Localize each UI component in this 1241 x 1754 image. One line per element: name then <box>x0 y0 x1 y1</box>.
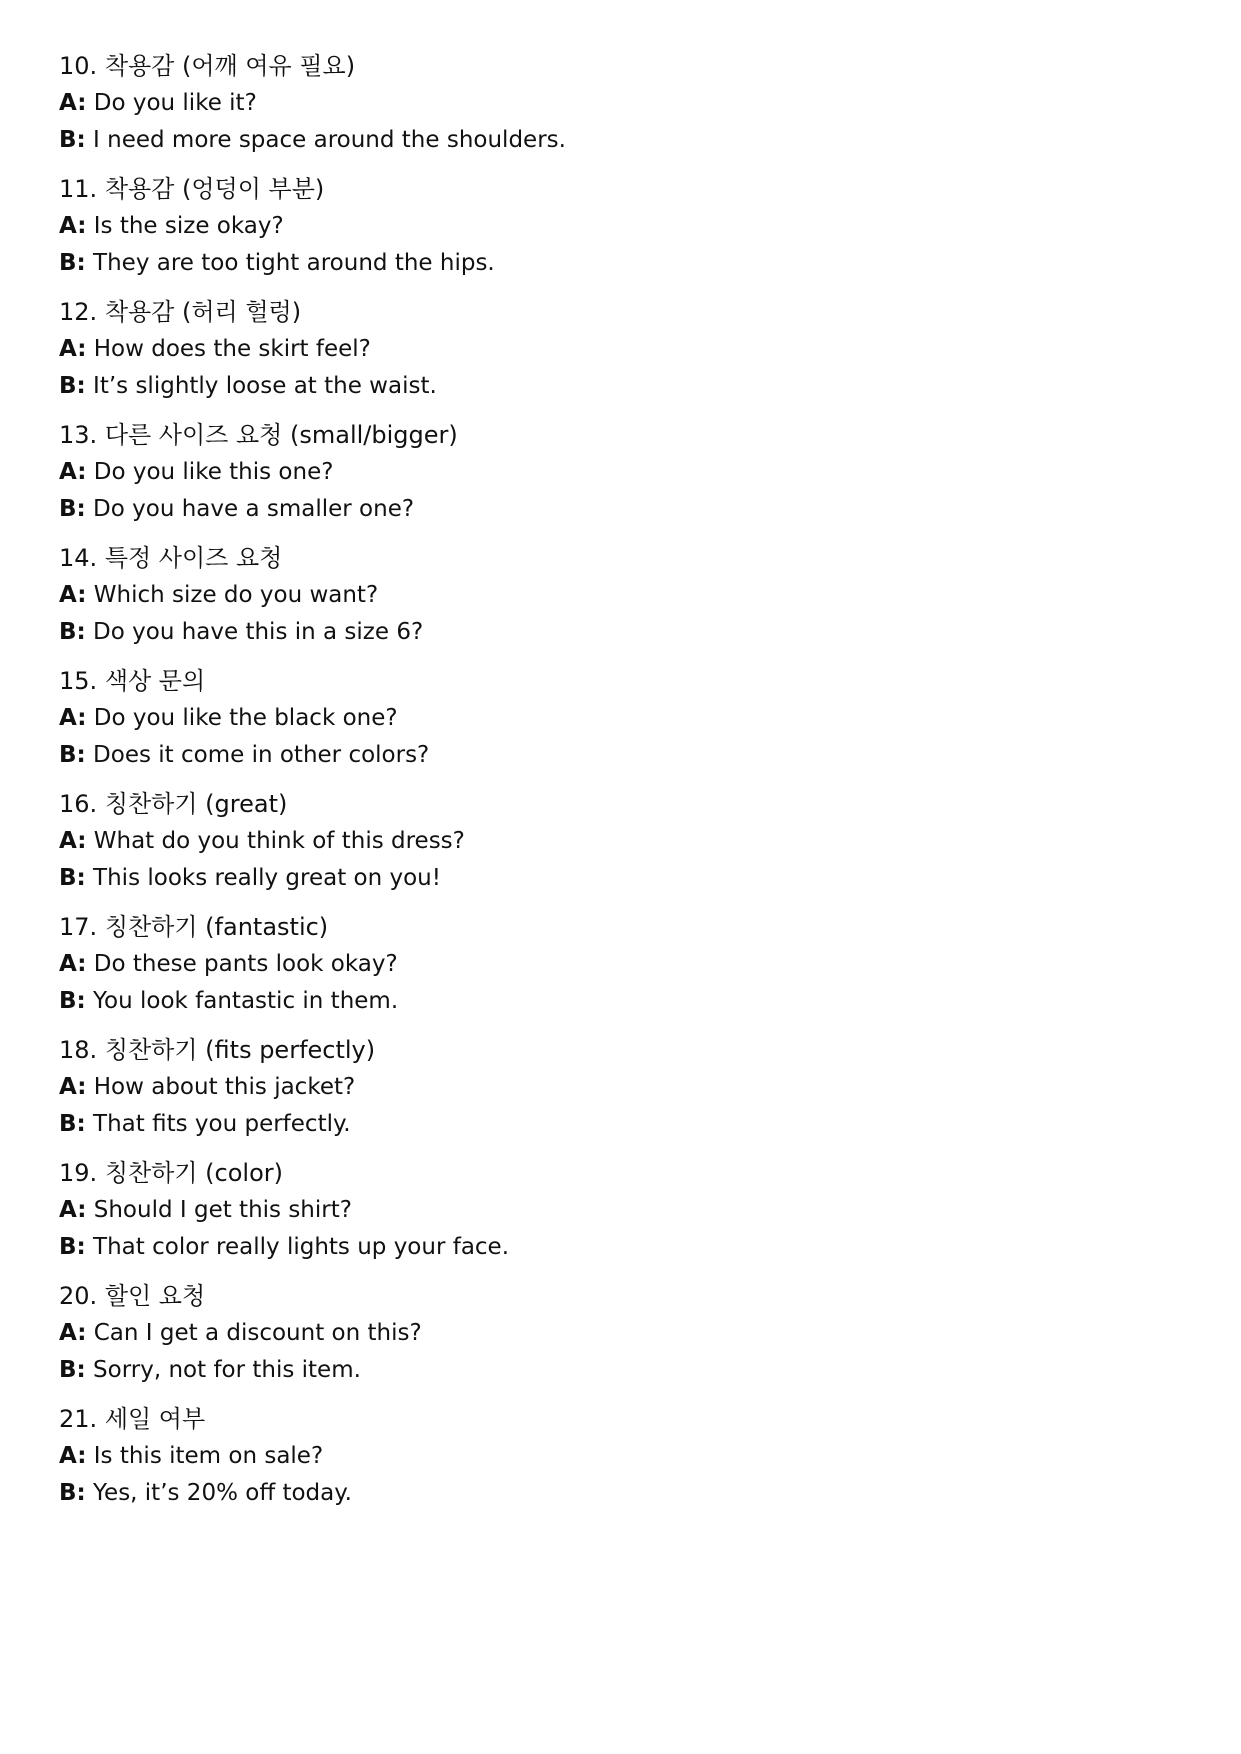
speaker-a-line <box>59 212 1179 240</box>
speaker-a-line <box>59 950 1179 978</box>
entry-number: 10. <box>59 52 98 80</box>
dialogue-entry <box>59 667 1179 769</box>
speaker-a-line <box>59 704 1179 732</box>
entry-heading <box>59 175 1179 203</box>
speaker-a-line <box>59 1073 1179 1101</box>
dialogue-entry <box>59 913 1179 1015</box>
speaker-b-label: B: <box>59 127 86 153</box>
speaker-a-line <box>59 458 1179 486</box>
speaker-b-line <box>59 126 1179 154</box>
speaker-b-label: B: <box>59 1111 86 1137</box>
speaker-a-text: How does the skirt feel? <box>93 336 371 362</box>
speaker-b-text: I need more space around the shoulders. <box>93 127 566 153</box>
speaker-a-text: Do you like the black one? <box>93 705 398 731</box>
dialogue-list <box>59 52 1179 1507</box>
entry-title: 다른 사이즈 요청 (small/bigger) <box>104 421 458 449</box>
speaker-a-label: A: <box>59 582 87 608</box>
entry-title: 색상 문의 <box>104 667 206 695</box>
entry-title: 착용감 (엉덩이 부분) <box>104 175 325 203</box>
speaker-b-label: B: <box>59 619 86 645</box>
speaker-a-label: A: <box>59 213 87 239</box>
speaker-b-line <box>59 1233 1179 1261</box>
speaker-b-text: They are too tight around the hips. <box>93 250 495 276</box>
speaker-b-label: B: <box>59 1357 86 1383</box>
dialogue-entry <box>59 52 1179 154</box>
speaker-b-line <box>59 495 1179 523</box>
speaker-b-label: B: <box>59 1480 86 1506</box>
speaker-a-text: What do you think of this dress? <box>93 828 465 854</box>
entry-heading <box>59 1405 1179 1433</box>
entry-number: 16. <box>59 790 98 818</box>
speaker-b-text: That color really lights up your face. <box>93 1234 510 1260</box>
speaker-b-label: B: <box>59 988 86 1014</box>
speaker-a-text: Do you like it? <box>93 90 257 116</box>
speaker-b-line <box>59 741 1179 769</box>
dialogue-entry <box>59 1405 1179 1507</box>
entry-number: 17. <box>59 913 98 941</box>
dialogue-entry <box>59 1282 1179 1384</box>
dialogue-entry <box>59 544 1179 646</box>
entry-heading <box>59 1159 1179 1187</box>
entry-title: 세일 여부 <box>104 1405 206 1433</box>
speaker-a-label: A: <box>59 90 87 116</box>
speaker-b-text: Sorry, not for this item. <box>93 1357 361 1383</box>
speaker-b-text: Yes, it’s 20% off today. <box>93 1480 352 1506</box>
speaker-a-label: A: <box>59 705 87 731</box>
entry-title: 칭찬하기 (fits perfectly) <box>104 1036 376 1064</box>
speaker-b-line <box>59 372 1179 400</box>
entry-title: 특정 사이즈 요청 <box>104 544 283 572</box>
entry-number: 18. <box>59 1036 98 1064</box>
speaker-a-line <box>59 335 1179 363</box>
dialogue-entry <box>59 298 1179 400</box>
entry-title: 할인 요청 <box>104 1282 206 1310</box>
speaker-b-line <box>59 1479 1179 1507</box>
speaker-b-line <box>59 249 1179 277</box>
speaker-a-label: A: <box>59 1197 87 1223</box>
entry-title: 착용감 (허리 헐렁) <box>104 298 302 326</box>
speaker-b-text: Do you have a smaller one? <box>93 496 415 522</box>
speaker-a-line <box>59 1319 1179 1347</box>
speaker-a-line <box>59 581 1179 609</box>
speaker-b-line <box>59 987 1179 1015</box>
speaker-b-text: This looks really great on you! <box>93 865 441 891</box>
speaker-a-label: A: <box>59 1320 87 1346</box>
document-page <box>59 52 1179 1528</box>
entry-heading <box>59 790 1179 818</box>
entry-title: 칭찬하기 (fantastic) <box>104 913 329 941</box>
dialogue-entry <box>59 1036 1179 1138</box>
entry-number: 21. <box>59 1405 98 1433</box>
speaker-b-line <box>59 1356 1179 1384</box>
speaker-a-label: A: <box>59 336 87 362</box>
entry-number: 12. <box>59 298 98 326</box>
speaker-b-text: Does it come in other colors? <box>93 742 430 768</box>
speaker-a-label: A: <box>59 1443 87 1469</box>
entry-heading <box>59 667 1179 695</box>
entry-heading <box>59 421 1179 449</box>
speaker-a-text: Can I get a discount on this? <box>93 1320 422 1346</box>
entry-heading <box>59 1282 1179 1310</box>
entry-number: 13. <box>59 421 98 449</box>
speaker-b-label: B: <box>59 250 86 276</box>
speaker-b-text: You look fantastic in them. <box>93 988 399 1014</box>
speaker-b-label: B: <box>59 742 86 768</box>
speaker-a-text: Is the size okay? <box>93 213 284 239</box>
speaker-a-text: Should I get this shirt? <box>93 1197 352 1223</box>
speaker-b-text: That fits you perfectly. <box>93 1111 351 1137</box>
speaker-b-text: Do you have this in a size 6? <box>93 619 424 645</box>
entry-heading <box>59 298 1179 326</box>
speaker-a-label: A: <box>59 1074 87 1100</box>
entry-title: 칭찬하기 (great) <box>104 790 288 818</box>
speaker-b-label: B: <box>59 496 86 522</box>
entry-number: 11. <box>59 175 98 203</box>
entry-heading <box>59 1036 1179 1064</box>
entry-number: 15. <box>59 667 98 695</box>
entry-title: 착용감 (어깨 여유 필요) <box>104 52 356 80</box>
entry-number: 20. <box>59 1282 98 1310</box>
entry-heading <box>59 52 1179 80</box>
speaker-b-label: B: <box>59 373 86 399</box>
entry-heading <box>59 544 1179 572</box>
speaker-b-text: It’s slightly loose at the waist. <box>93 373 437 399</box>
speaker-a-label: A: <box>59 459 87 485</box>
speaker-b-line <box>59 1110 1179 1138</box>
entry-heading <box>59 913 1179 941</box>
dialogue-entry <box>59 421 1179 523</box>
entry-number: 19. <box>59 1159 98 1187</box>
entry-number: 14. <box>59 544 98 572</box>
dialogue-entry <box>59 175 1179 277</box>
speaker-a-label: A: <box>59 828 87 854</box>
speaker-a-text: Do these pants look okay? <box>93 951 398 977</box>
speaker-a-text: Is this item on sale? <box>93 1443 324 1469</box>
speaker-a-text: How about this jacket? <box>93 1074 356 1100</box>
speaker-a-text: Which size do you want? <box>93 582 379 608</box>
speaker-a-line <box>59 1196 1179 1224</box>
speaker-a-text: Do you like this one? <box>93 459 334 485</box>
speaker-b-label: B: <box>59 865 86 891</box>
dialogue-entry <box>59 1159 1179 1261</box>
speaker-b-label: B: <box>59 1234 86 1260</box>
speaker-b-line <box>59 618 1179 646</box>
dialogue-entry <box>59 790 1179 892</box>
speaker-a-label: A: <box>59 951 87 977</box>
speaker-b-line <box>59 864 1179 892</box>
speaker-a-line <box>59 1442 1179 1470</box>
speaker-a-line <box>59 827 1179 855</box>
entry-title: 칭찬하기 (color) <box>104 1159 284 1187</box>
speaker-a-line <box>59 89 1179 117</box>
